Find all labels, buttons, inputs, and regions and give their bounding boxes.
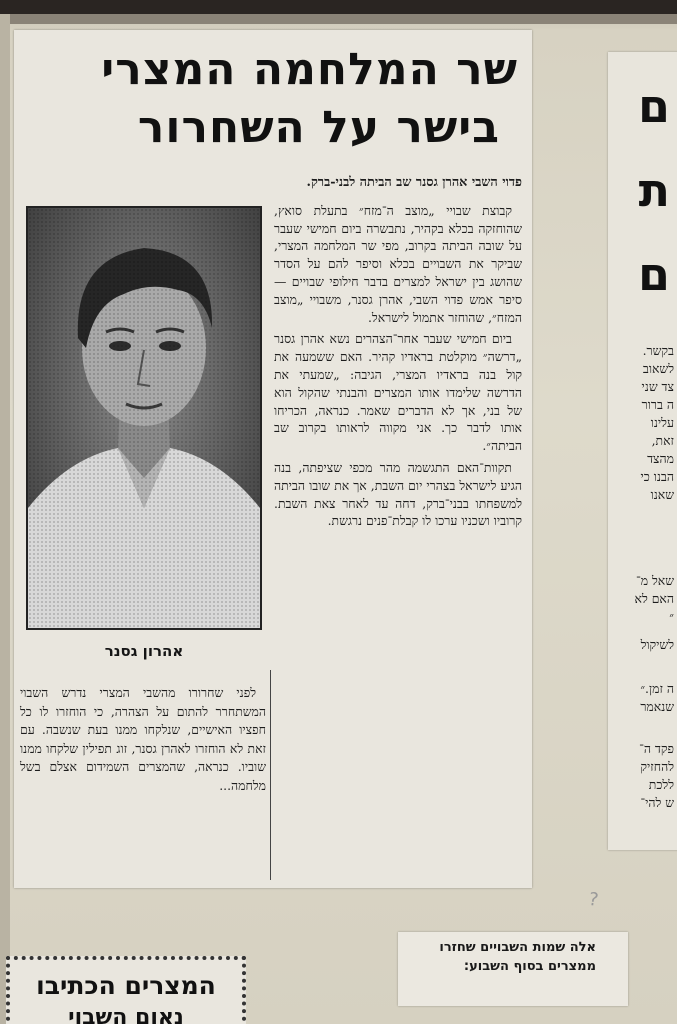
bottom-headline-line-1: המצרים הכתיבו — [36, 971, 216, 1000]
article-paragraph: תקוות־האם התגשמה מהר מכפי שציפתה, בנה הגיע לישראל בצהרי יום השבת, אך את שובו הביתה למשפחתו בבני־ברק, דחה עד לאחר צאת השבת. קרוביו ושכניו ערכו לו קבלת־פנים נרגשת. — [274, 459, 522, 529]
side-text-line: הבנו כי — [640, 469, 674, 484]
article-column-right — [274, 174, 522, 534]
side-text-line: שאל מ־ — [635, 573, 674, 588]
side-text-line: האם לא — [634, 591, 674, 606]
page-left-edge — [0, 14, 10, 1024]
side-headline-line: ם — [637, 247, 670, 301]
side-headline-line: ם — [637, 79, 670, 133]
side-newspaper-clipping — [608, 52, 677, 850]
column-divider — [270, 670, 271, 880]
small-clipping-text: אלה שמות השבויים שחזרו ממצרים בסוף השבוע: — [439, 940, 596, 974]
page-top-edge — [0, 0, 677, 14]
side-text-line: להחזיק — [640, 759, 674, 774]
portrait-image — [28, 208, 260, 628]
headline-line-2: בישר על השחרור — [137, 102, 500, 153]
side-text-line: ש להי־ — [640, 795, 674, 810]
side-text-line: ללכת — [648, 777, 674, 792]
page-top-shadow — [0, 14, 677, 24]
article-paragraph: קבוצת שבויי „מוצב ה־מזח״ בתעלת סואץ, שהוחזקה בכלא בקהיר, נתבשרה ביום חמישי שעבר על שובה הביתה בקרוב, מפי שר המלחמה המצרי, שביקר את השבויים בכלא וסיפר להם על הסדר שהושג בין ישראל למצרים בדבר חילופי שבויים — סיפר אמש פדוי השבי, אהרן גסנר, משבויי „מוצב המזח״, שהוחזר אתמול לישראל. — [274, 202, 522, 325]
side-text-line: זאת, — [651, 433, 674, 448]
article-paragraph: לפני שחרורו מהשבי המצרי נדרש השבוי המשתחרר להתום על הצהרה, כי הוחזרו לו כל חפציו האישיים, שנלקחו ממנו בעת שנשבה. עם זאת לא הוחזרו לאהרן גסנר, זוג תפילין שלקחו ממנו שוביו. כנראה, שהמצרים השמידום אצלם בשל מלחמה... — [20, 685, 266, 793]
small-caption-clipping — [398, 932, 628, 1006]
bottom-headline-line-2: נאום השבוי — [68, 1005, 184, 1024]
handwritten-mark: ? — [587, 888, 600, 911]
side-text-line: צד שני — [641, 379, 674, 394]
bottom-headline-clipping — [6, 956, 246, 1024]
article-column-left — [20, 684, 266, 795]
side-text-line: לשיקול — [640, 637, 674, 652]
side-text-line: בקשר. — [642, 343, 674, 358]
side-text-line: פקד ה־ — [639, 741, 674, 756]
main-newspaper-clipping — [14, 30, 532, 888]
side-text-line: ה זמן.״ — [640, 681, 674, 696]
photo-caption: אהרון גסנר — [104, 642, 184, 660]
headline-line-1: שר המלחמה המצרי — [101, 44, 518, 95]
side-text-line: לשאוב — [642, 361, 674, 376]
article-paragraph: ביום חמישי שעבר אחר־הצהרים נשא אהרן גסנר „דרשה״ מוקלטת בראדיו קהיר. האם ששמעה את קול בנה בראדיו המצרי, הגיבה: „שמעתי את הדרשה שלימדו אותו המצרים והבנתי שהקול הוא של בני, אך לא הדברים שאמר. כנראה, הכריחו אותו לדבר כך. אני מקווה לראותו בקרוב שב הביתה״. — [274, 331, 522, 454]
portrait-photo — [26, 206, 262, 630]
side-text-line: שנאמר — [640, 699, 674, 714]
side-text-line: ״ — [669, 609, 674, 624]
side-text-line: ה ברור — [641, 397, 674, 412]
side-text-line: מהצד — [647, 451, 674, 466]
side-text-line: עלינו — [650, 415, 674, 430]
side-headline-line: ת — [638, 163, 670, 217]
article-lead: פדוי השבי אהרן גסנר שב הביתה לבני-ברק. — [306, 175, 522, 190]
side-text-line: שאנו — [650, 487, 674, 502]
